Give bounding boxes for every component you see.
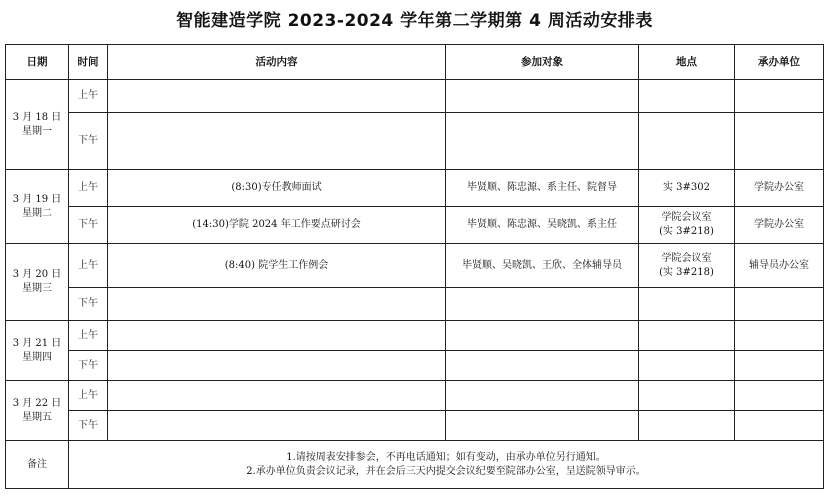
activity-cell	[108, 288, 446, 321]
time-cell: 下午	[69, 113, 108, 170]
participants-cell	[446, 321, 639, 351]
time-cell: 上午	[69, 80, 108, 113]
header-organizer: 承办单位	[735, 45, 824, 80]
date-label: 3 月 19 日	[12, 193, 62, 205]
activity-cell	[108, 321, 446, 351]
header-location: 地点	[639, 45, 735, 80]
activity-cell: (14:30)学院 2024 年工作要点研讨会	[108, 207, 446, 244]
participants-cell: 毕贤顺、陈忠源、吴晓凯、系主任	[446, 207, 639, 244]
table-row	[6, 170, 824, 207]
time-cell: 下午	[69, 207, 108, 244]
activity-cell	[108, 113, 446, 170]
table-row	[6, 207, 824, 244]
header-date: 日期	[6, 45, 69, 80]
header-row	[6, 45, 824, 80]
table-row	[6, 288, 824, 321]
time-cell: 上午	[69, 170, 108, 207]
notes-label: 备注	[6, 441, 69, 489]
organizer-cell	[735, 321, 824, 351]
schedule-table	[5, 44, 824, 489]
time-cell: 下午	[69, 411, 108, 441]
page-title: 智能建造学院 2023-2024 学年第二学期第 4 周活动安排表	[176, 11, 653, 31]
activity-cell	[108, 381, 446, 411]
organizer-cell	[735, 381, 824, 411]
location-line: (实 3#218)	[659, 226, 714, 237]
time-cell: 下午	[69, 351, 108, 381]
participants-cell	[446, 351, 639, 381]
organizer-cell: 学院办公室	[735, 207, 824, 244]
participants-cell	[446, 113, 639, 170]
table-row	[6, 411, 824, 441]
location-cell	[639, 244, 735, 288]
header-activity: 活动内容	[108, 45, 446, 80]
activity-cell: (8:30)专任教师面试	[108, 170, 446, 207]
participants-cell	[446, 381, 639, 411]
notes-row	[6, 441, 824, 489]
weekday-label: 星期二	[22, 207, 52, 219]
location-cell	[639, 381, 735, 411]
weekday-label: 星期一	[22, 125, 52, 137]
date-label: 3 月 22 日	[12, 397, 62, 409]
notes-content	[69, 441, 824, 489]
date-label: 3 月 20 日	[12, 269, 62, 280]
table-row	[6, 244, 824, 288]
participants-cell	[446, 411, 639, 441]
activity-cell	[108, 80, 446, 113]
time-cell: 上午	[69, 244, 108, 288]
weekday-label: 星期三	[22, 283, 52, 294]
location-cell	[639, 113, 735, 170]
participants-cell: 毕贤顺、陈忠源、系主任、院督导	[446, 170, 639, 207]
table-row	[6, 80, 824, 113]
activity-cell: (8:40) 院学生工作例会	[108, 244, 446, 288]
note-line: 1.请按周表安排参会，不再电话通知；如有变动，由承办单位另行通知。	[286, 451, 606, 463]
table-row	[6, 381, 824, 411]
location-cell	[639, 288, 735, 321]
activity-cell	[108, 351, 446, 381]
organizer-cell	[735, 80, 824, 113]
time-cell: 上午	[69, 321, 108, 351]
participants-cell	[446, 288, 639, 321]
location-cell	[639, 321, 735, 351]
date-cell	[6, 381, 69, 441]
table-row	[6, 113, 824, 170]
weekday-label: 星期五	[22, 411, 52, 423]
date-cell	[6, 244, 69, 321]
participants-cell	[446, 80, 639, 113]
organizer-cell	[735, 288, 824, 321]
time-cell: 下午	[69, 288, 108, 321]
location-line: 实 3#302	[662, 182, 710, 193]
organizer-cell: 辅导员办公室	[735, 244, 824, 288]
location-cell	[639, 411, 735, 441]
date-cell	[6, 321, 69, 381]
table-row	[6, 321, 824, 351]
header-time: 时间	[69, 45, 108, 80]
organizer-cell	[735, 351, 824, 381]
organizer-cell	[735, 113, 824, 170]
time-cell: 上午	[69, 381, 108, 411]
date-cell	[6, 170, 69, 244]
table-row	[6, 351, 824, 381]
date-label: 3 月 18 日	[12, 111, 62, 123]
activity-cell	[108, 411, 446, 441]
location-cell	[639, 207, 735, 244]
header-participants: 参加对象	[446, 45, 639, 80]
date-label: 3 月 21 日	[12, 337, 62, 349]
weekday-label: 星期四	[22, 351, 52, 363]
location-line: (实 3#218)	[659, 266, 714, 278]
location-line: 学院会议室	[661, 252, 712, 264]
participants-cell: 毕贤顺、吴晓凯、王欣、全体辅导员	[446, 244, 639, 288]
location-cell	[639, 170, 735, 207]
location-cell	[639, 351, 735, 381]
location-cell	[639, 80, 735, 113]
note-line: 2.承办单位负责会议记录，并在会后三天内提交会议纪要至院部办公室，呈送院领导审示。	[246, 465, 646, 477]
organizer-cell	[735, 411, 824, 441]
organizer-cell: 学院办公室	[735, 170, 824, 207]
location-line: 学院会议室	[661, 212, 712, 223]
date-cell	[6, 80, 69, 170]
